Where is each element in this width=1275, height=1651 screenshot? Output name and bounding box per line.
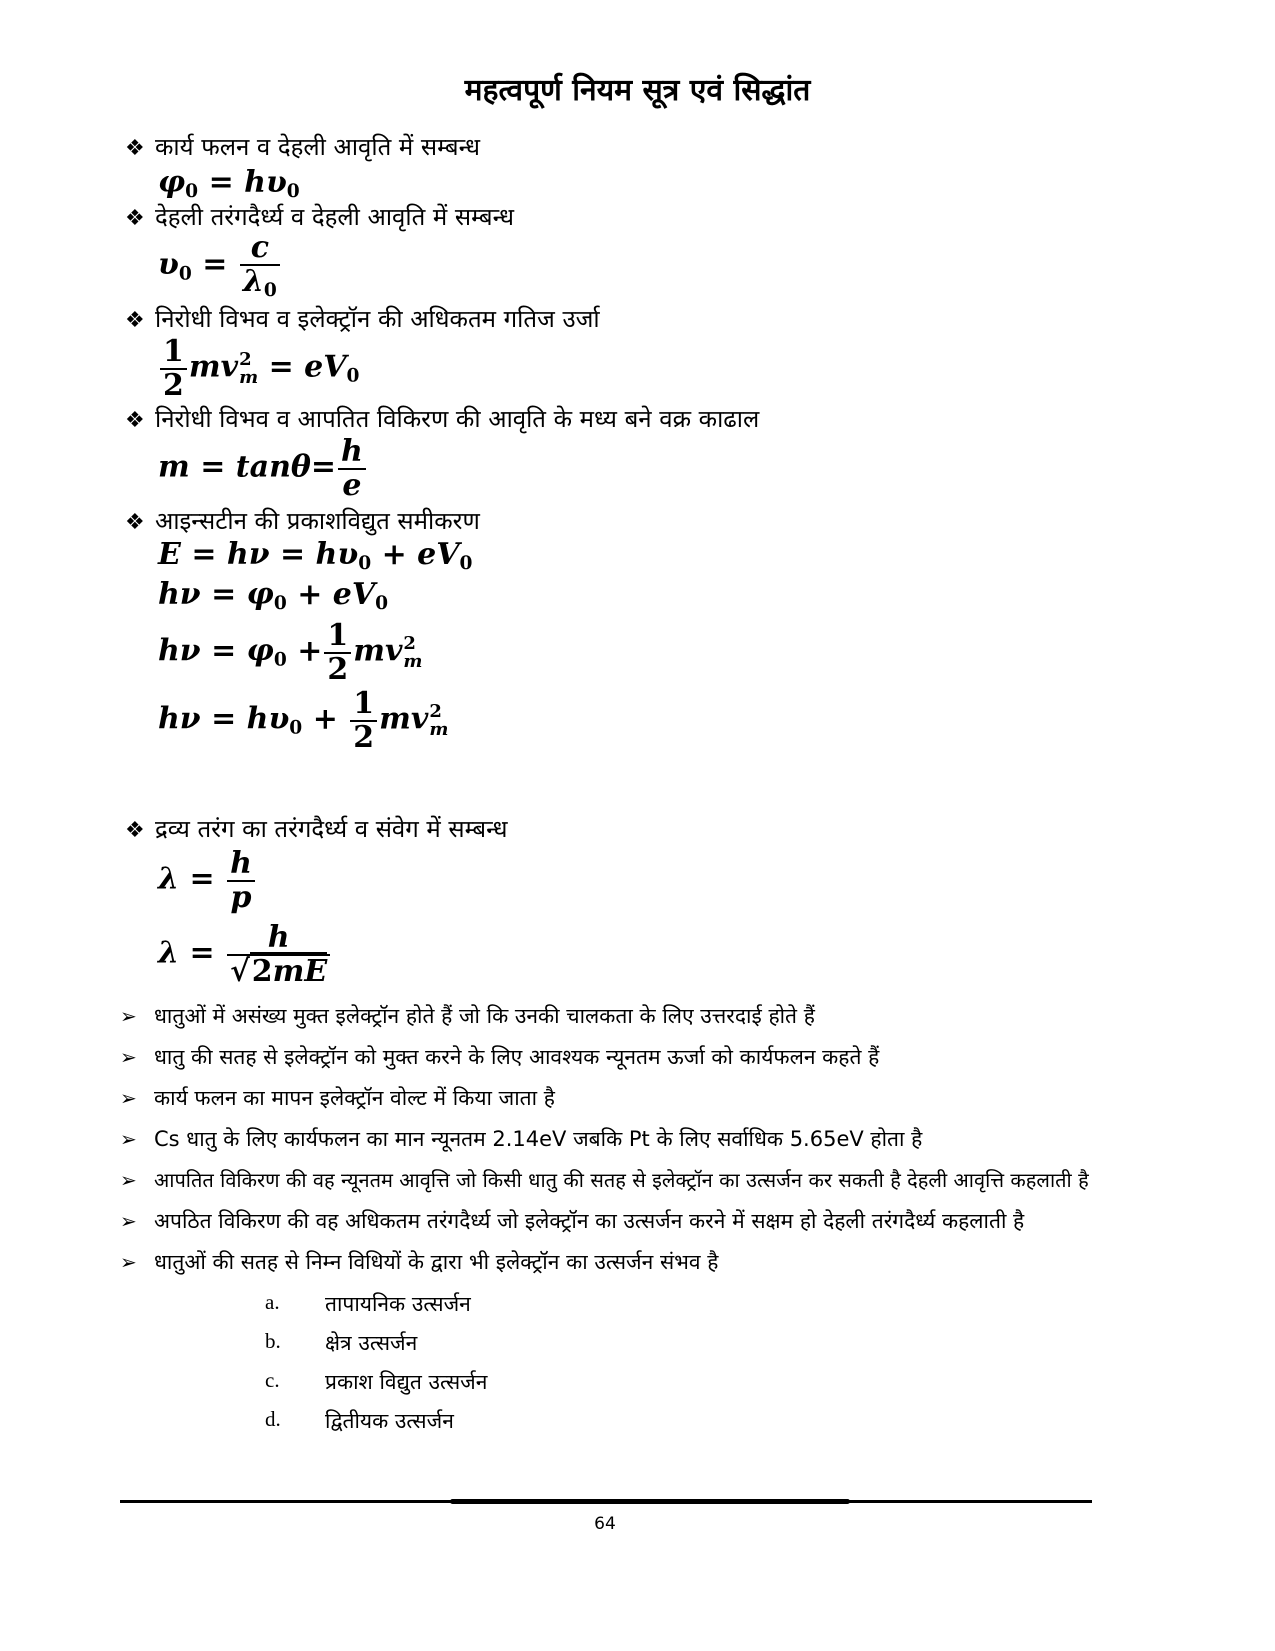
section-heading: ❖ आइन्सटीन की प्रकाशविद्युत समीकरण bbox=[125, 507, 480, 535]
formula-de-broglie-1: λ = $\frac{h}{p}$ bbox=[158, 848, 257, 913]
arrow-bullet-icon: ➢ bbox=[120, 1127, 137, 1151]
formula-einstein-4: $h\nu = h\upsilon_0$ + $\frac{1}{2}$ mv 2 m bbox=[158, 686, 449, 755]
formula-de-broglie-2: λ = $\frac{h}{√2mE}$ bbox=[158, 922, 332, 987]
point-item: ➢ धातुओं की सतह से निम्न विधियों के द्वारा भी इलेक्ट्रॉन का उत्सर्जन संभव है bbox=[120, 1250, 719, 1274]
point-item: ➢ कार्य फलन का मापन इलेक्ट्रॉन वोल्ट में किया जाता है bbox=[120, 1086, 555, 1110]
section-heading: ❖ द्रव्य तरंग का तरंगदैर्ध्य व संवेग में सम्बन्ध bbox=[125, 815, 508, 843]
diamond-bullet-icon: ❖ bbox=[125, 818, 145, 843]
page-title: महत्वपूर्ण नियम सूत्र एवं सिद्धांत bbox=[464, 73, 811, 108]
arrow-bullet-icon: ➢ bbox=[120, 1168, 137, 1192]
diamond-bullet-icon: ❖ bbox=[125, 136, 145, 161]
point-item: ➢ आपतित विकिरण की वह न्यूनतम आवृत्ति जो किसी धातु की सतह से इलेक्ट्रॉन का उत्सर्जन कर सकती है देहली आवृत्ति कहलाती है bbox=[120, 1168, 1089, 1192]
formula-einstein-1: $E = h\nu = h\upsilon_0 + eV_0$ bbox=[158, 537, 473, 575]
arrow-bullet-icon: ➢ bbox=[120, 1004, 137, 1028]
footer-divider bbox=[120, 1500, 1092, 1503]
point-item: ➢ धातुओं में असंख्य मुक्त इलेक्ट्रॉन होते हैं जो कि उनकी चालकता के लिए उत्तरदाई होते हैं bbox=[120, 1004, 815, 1028]
arrow-bullet-icon: ➢ bbox=[120, 1250, 137, 1274]
formula-threshold-frequency: $\upsilon_0$ = $\frac{c}{\lambda_0}$ bbox=[158, 232, 282, 300]
point-item: ➢ धातु की सतह से इलेक्ट्रॉन को मुक्त करने के लिए आवश्यक न्यूनतम ऊर्जा को कार्यफलन कहते हैं bbox=[120, 1045, 880, 1069]
point-item: ➢ Cs धातु के लिए कार्यफलन का मान न्यूनतम 2.14eV जबकि Pt के लिए सर्वाधिक 5.65eV होता है bbox=[120, 1127, 923, 1151]
formula-slope: m = tanθ= $\frac{h}{e}$ bbox=[158, 436, 368, 501]
point-item: ➢ अपठित विकिरण की वह अधिकतम तरंगदैर्ध्य जो इलेक्ट्रॉन का उत्सर्जन करने में सक्षम हो देहली तरंगदैर्ध्य कहलाती है bbox=[120, 1209, 1025, 1233]
diamond-bullet-icon: ❖ bbox=[125, 408, 145, 433]
diamond-bullet-icon: ❖ bbox=[125, 308, 145, 333]
arrow-bullet-icon: ➢ bbox=[120, 1086, 137, 1110]
arrow-bullet-icon: ➢ bbox=[120, 1209, 137, 1233]
section-heading: ❖ निरोधी विभव व आपतित विकिरण की आवृति के मध्य बने वक्र काढाल bbox=[125, 405, 760, 433]
section-heading: ❖ देहली तरंगदैर्ध्य व देहली आवृति में सम्बन्ध bbox=[125, 203, 515, 231]
formula-einstein-2: $h\nu = \varphi_0 + eV_0$ bbox=[158, 577, 389, 615]
formula-work-function: $\varphi_0 = h\upsilon_0$ bbox=[158, 165, 300, 203]
section-heading: ❖ कार्य फलन व देहली आवृति में सम्बन्ध bbox=[125, 133, 481, 161]
section-heading: ❖ निरोधी विभव व इलेक्ट्रॉन की अधिकतम गतिज उर्जा bbox=[125, 305, 600, 333]
page-number: 64 bbox=[594, 1514, 616, 1534]
diamond-bullet-icon: ❖ bbox=[125, 206, 145, 231]
arrow-bullet-icon: ➢ bbox=[120, 1045, 137, 1069]
formula-stopping-potential: $\frac{1}{2}$ mv 2 m = $eV_0$ bbox=[158, 336, 359, 401]
formula-einstein-3: $h\nu = \varphi_0$ + $\frac{1}{2}$ mv 2 m bbox=[158, 618, 423, 687]
diamond-bullet-icon: ❖ bbox=[125, 510, 145, 535]
